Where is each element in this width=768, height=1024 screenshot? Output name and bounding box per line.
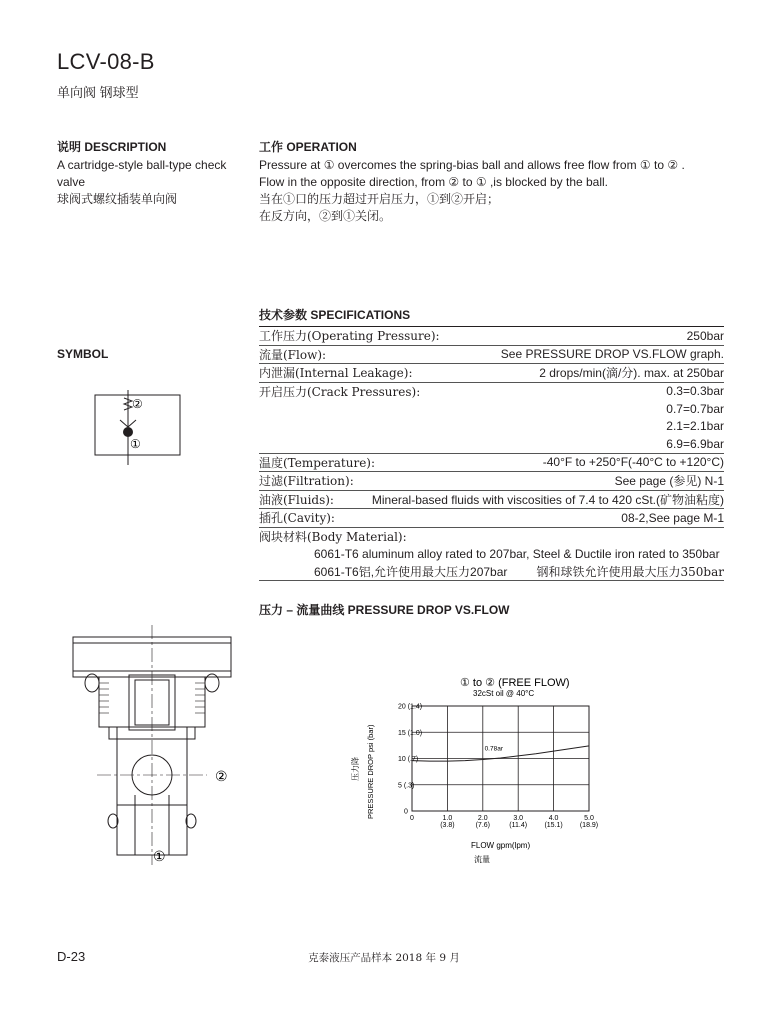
pressure-drop-heading: 压力 – 流量曲线 PRESSURE DROP VS.FLOW [259,603,510,617]
drawing-port-1: ① [153,848,166,864]
spec-value: 0.7=0.7bar [666,401,724,416]
spec-value: 2 drops/min(滴/分). max. at 250bar [539,366,724,381]
spec-label: 插孔(Cavity): [259,511,335,526]
page-number: D-23 [57,949,86,964]
spec-row [259,454,724,473]
y-tick-label: 15 (1.0) [398,729,423,737]
material-line-2b: 钢和球铁允许使用最大压力350bar [536,564,724,579]
material-line-2a: 6061-T6铝,允许使用最大压力207bar [314,564,508,579]
spec-label: 油液(Fluids): [259,492,334,507]
spec-row [259,509,724,528]
specifications-heading: 技术参数 SPECIFICATIONS [259,308,411,322]
y-tick-label: 20 (1.4) [398,703,423,711]
spec-value: 0.3=0.3bar [666,384,724,399]
symbol-port-1: ① [130,437,141,451]
drawing-port-2: ② [215,768,228,784]
description-line: A cartridge-style ball-type check [57,158,227,172]
y-tick-label: 5 (.3) [398,782,415,790]
spec-row [259,326,724,346]
x-tick-sub-label: (15.1) [544,822,563,829]
x-tick-sub-label: (7.6) [475,822,491,829]
x-tick-sub-label: (11.4) [509,822,528,829]
spec-label: 工作压力(Operating Pressure): [259,329,440,344]
symbol-heading: SYMBOL [57,347,109,361]
operation-line: 在反方向，②到①关闭。 [259,209,392,223]
check-valve-symbol [90,390,185,465]
x-tick-label: 5.0 [584,815,594,822]
y-tick-label: 0 [404,808,408,816]
description-line: 球阀式螺纹插装单向阀 [57,192,178,206]
spec-row [259,418,724,436]
material-line-1: 6061-T6 aluminum alloy rated to 207bar, Steel & Ductile iron rated to 350bar [314,546,720,561]
chart-annotation: 0.78ar [484,745,504,753]
footer-publication: 克泰液压产品样本 2018 年 9 月 [308,952,460,964]
x-tick-sub-label: (3.8) [440,822,455,829]
spec-row [259,491,724,510]
x-tick-label: 3.0 [513,815,524,822]
chart-title: ① to ② (FREE FLOW) [460,677,570,689]
spec-row [259,472,724,491]
spec-value: Mineral-based fluids with viscosities of 7.4 to 420 cSt.(矿物油粘度) [371,492,724,507]
spec-label: 内泄漏(Internal Leakage): [259,366,413,381]
spec-label: 温度(Temperature): [259,455,376,470]
spec-value: 08-2,See page M-1 [621,510,724,525]
pressure-drop-chart [340,668,640,878]
spec-row [259,383,724,401]
y-tick-label: 10 (.7) [398,756,419,763]
material-label: 阀块材料(Body Material): [259,529,407,544]
ball-icon [123,427,133,437]
spec-value: See PRESSURE DROP VS.FLOW graph. [500,347,724,362]
page-title: LCV-08-B [57,49,155,74]
spec-label: 开启压力(Crack Pressures): [259,384,421,399]
spec-value: See page (参见) N-1 [614,474,724,489]
operation-line: Pressure at ① overcomes the spring-bias ball and allows free flow from ① to ② . [259,158,685,172]
description-heading: 说明 DESCRIPTION [57,140,167,154]
page-subtitle: 单向阀 钢球型 [57,85,139,100]
spec-row [259,400,724,418]
spec-value: 2.1=2.1bar [666,419,724,434]
symbol-port-2: ② [132,397,143,411]
chart-xlabel-cn: 流量 [474,855,490,864]
spec-row [259,435,724,454]
spec-row [259,364,724,383]
spec-label: 流量(Flow): [259,347,327,362]
spec-value: 6.9=6.9bar [666,436,724,451]
operation-line: 当在①口的压力超过开启压力，①到②开启； [259,192,500,206]
x-tick-label: 1.0 [442,815,453,822]
x-tick-label: 2.0 [477,815,488,822]
x-tick-label: 4.0 [548,815,559,822]
spec-label: 过滤(Filtration): [259,474,354,489]
spec-value: 250bar [686,328,724,343]
description-section [57,138,247,208]
x-tick-sub-label: (18.9) [579,822,599,829]
x-tick-label: 0 [410,815,414,822]
chart-ylabel-cn: 压力降 [351,757,360,781]
valve-cross-section-drawing [57,625,257,875]
description-line: valve [57,175,86,189]
chart-subtitle: 32cSt oil @ 40°C [473,689,535,698]
operation-line: Flow in the opposite direction, from ② to ① ,is blocked by the ball. [259,175,609,189]
chart-xlabel: FLOW gpm(lpm) [471,841,531,850]
operation-section [259,138,729,225]
spec-value: -40°F to +250°F(-40°C to +120°C) [542,455,724,470]
operation-heading: 工作 OPERATION [259,140,357,154]
spec-row [259,346,724,365]
chart-ylabel: PRESSURE DROP psi (bar) [366,724,375,819]
specifications-table [259,326,724,581]
